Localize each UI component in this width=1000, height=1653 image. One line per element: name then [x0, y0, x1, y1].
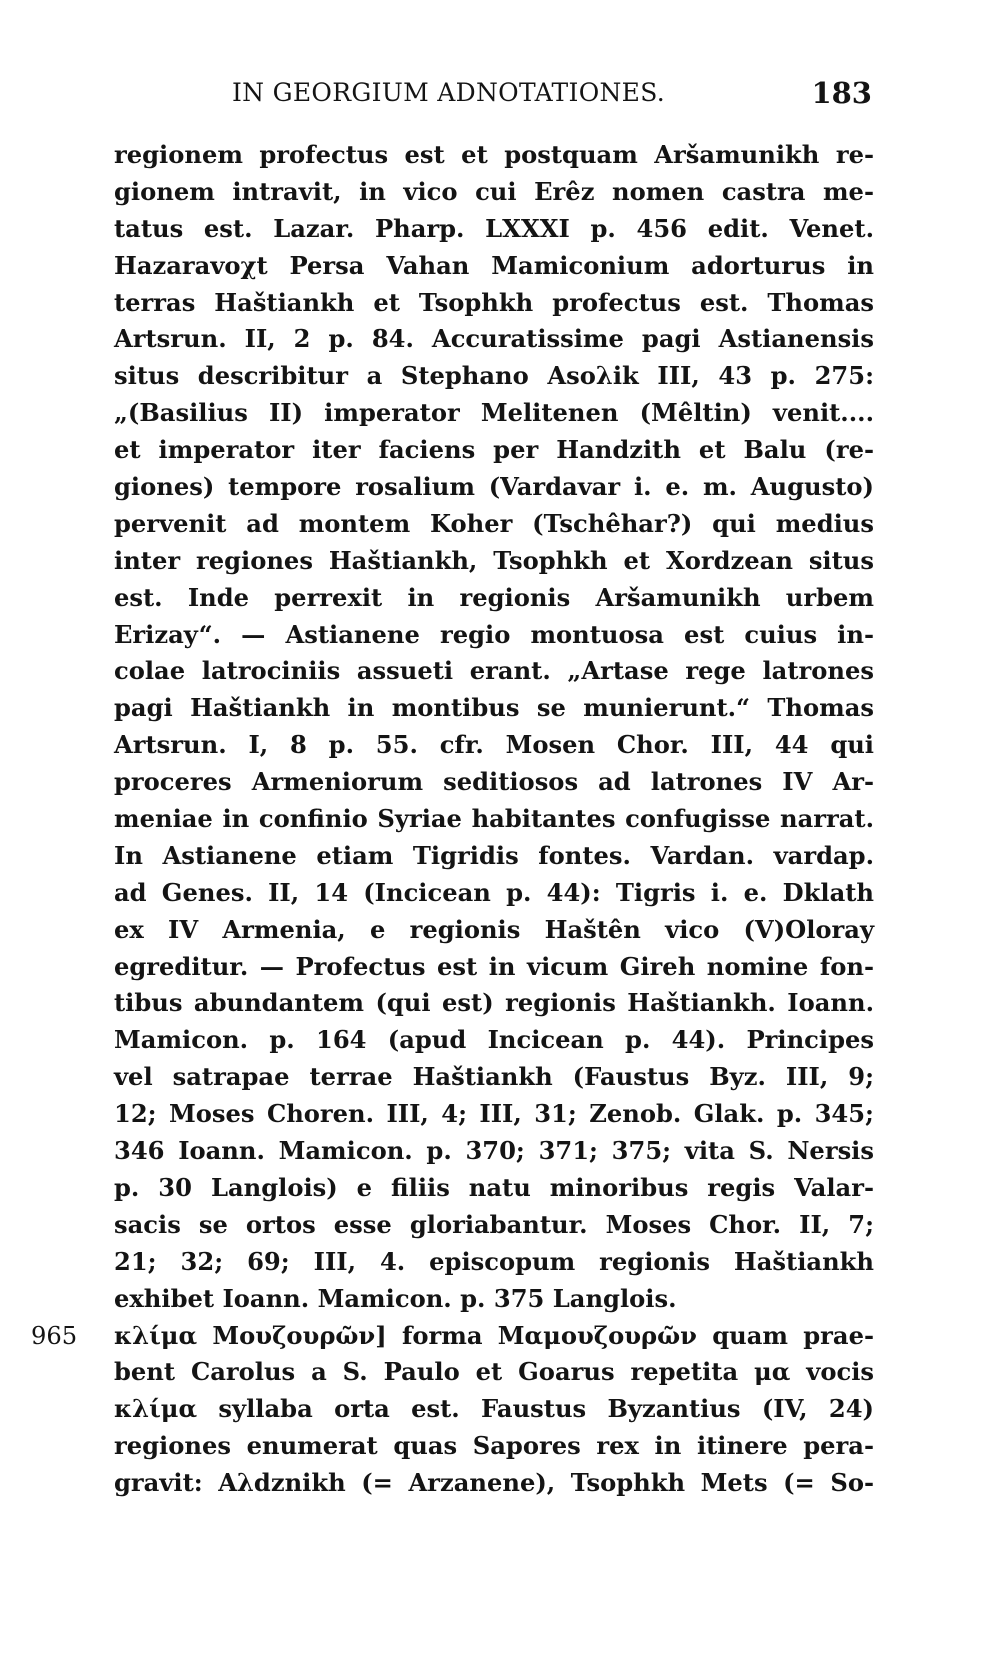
line-number-965: 965 [31, 1321, 78, 1350]
text-line: In Astianene etiam Tigridis fontes. Vardan. vardap. [114, 840, 874, 870]
text-line: Erizay“. — Astianene regio montuosa est cuius in- [114, 619, 874, 649]
text-line: et imperator iter faciens per Handzith et Balu (re- [114, 435, 874, 465]
text-line: ad Genes. II, 14 (Incicean p. 44): Tigris i. e. Dklath [114, 877, 874, 907]
text-line: situs describitur a Stephano Asoλik III, 43 p. 275: [114, 361, 874, 391]
page-number: 183 [811, 76, 872, 110]
text-line: 346 Ioann. Mamicon. p. 370; 371; 375; vita S. Nersis [114, 1136, 874, 1166]
text-line: vel satrapae terrae Haštiankh (Faustus Byz. III, 9; [114, 1062, 874, 1092]
running-head [232, 78, 872, 118]
text-line: ex IV Armenia, e regionis Haštên vico (V)Oloray [114, 914, 874, 944]
text-line: 12; Moses Choren. III, 4; III, 31; Zenob. Glak. p. 345; [114, 1099, 874, 1129]
text-line: colae latrociniis assueti erant. „Artase rege latrones [114, 656, 874, 686]
text-line: regionem profectus est et postquam Aršamunikh re- [114, 140, 874, 169]
text-line: pervenit ad montem Koher (Tschêhar?) qui medius [114, 508, 874, 538]
text-line: Mamicon. p. 164 (apud Incicean p. 44). Principes [114, 1025, 874, 1055]
text-line: κλίμα syllaba orta est. Faustus Byzantius (IV, 24) [114, 1394, 874, 1424]
body-text [31, 137, 874, 1502]
text-line: pagi Haštiankh in montibus se munierunt.“ Thomas [114, 693, 874, 723]
text-line: gravit: Aλdznikh (= Arzanene), Tsophkh Mets (= So- [114, 1468, 874, 1498]
text-line: Hazaravoχt Persa Vahan Mamiconium adorturus in [114, 250, 874, 280]
text-line: est. Inde perrexit in regionis Aršamunikh urbem [114, 582, 874, 612]
text-line: terras Haštiankh et Tsophkh profectus est. Thomas [114, 287, 874, 317]
text-line: meniae in confinio Syriae habitantes confugisse narrat. [114, 804, 874, 834]
running-title: IN GEORGIUM ADNOTATIONES. [232, 78, 666, 107]
text-line: tatus est. Lazar. Pharp. LXXXI p. 456 edit. Venet. [114, 213, 874, 243]
text-line: 21; 32; 69; III, 4. episcopum regionis Haštiankh [114, 1246, 874, 1276]
text-line: tibus abundantem (qui est) regionis Haštiankh. Ioann. [114, 988, 874, 1018]
text-line: gionem intravit, in vico cui Erêz nomen castra me- [114, 176, 874, 206]
text-line: exhibet Ioann. Mamicon. p. 375 Langlois. [114, 1283, 677, 1313]
text-line-965 [31, 1318, 874, 1355]
text-line: egreditur. — Profectus est in vicum Gireh nomine fon- [114, 951, 874, 981]
text-line: Artsrun. I, 8 p. 55. cfr. Mosen Chor. III, 44 qui [114, 730, 874, 760]
text-line: proceres Armeniorum seditiosos ad latrones IV Ar- [114, 767, 874, 797]
text-line: sacis se ortos esse gloriabantur. Moses Chor. II, 7; [114, 1209, 874, 1239]
text-line: Artsrun. II, 2 p. 84. Accuratissime pagi Astianensis [114, 324, 874, 354]
text-line: giones) tempore rosalium (Vardavar i. e. m. Augusto) [114, 472, 874, 502]
text-line: regiones enumerat quas Sapores rex in itinere pera- [114, 1431, 874, 1461]
text-line: bent Carolus a S. Paulo et Goarus repetita μα vocis [114, 1357, 874, 1387]
text-line: p. 30 Langlois) e filiis natu minoribus regis Valar- [114, 1172, 874, 1202]
text-line: inter regiones Haštiankh, Tsophkh et Xordzean situs [114, 545, 874, 575]
text-line: „(Basilius II) imperator Melitenen (Mêltin) venit.... [114, 398, 874, 428]
text-line-content: κλίμα Μουζουρῶν] forma Μαμουζουρῶν quam prae- [114, 1320, 874, 1350]
